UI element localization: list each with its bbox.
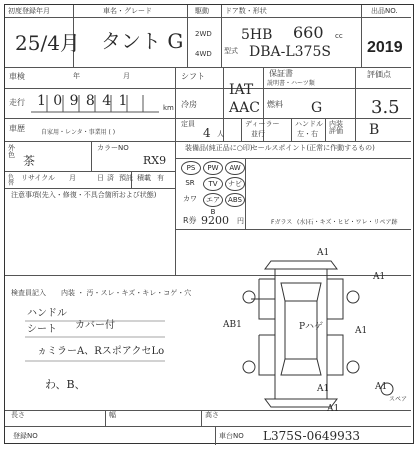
registration-no-label: 登録NO (13, 432, 38, 440)
shift-label: シフト (181, 72, 205, 81)
r-ken-value: 9200 (201, 214, 229, 227)
shift-value: IAT (229, 82, 254, 98)
handle-label: ハンドル (295, 120, 323, 128)
equipment-item: PW (203, 161, 223, 175)
history-options: 自家用・レンタ・事業用 ( ) (41, 129, 116, 136)
damage-mark-right: A1 (355, 326, 368, 336)
equipment-item: TV (203, 177, 223, 191)
mileage-unit: km (163, 104, 174, 112)
r-ken-label: R券 (183, 216, 197, 225)
reserve-label: 預託 (119, 174, 133, 182)
chassis-value: L375S-0649933 (263, 429, 361, 443)
damage-mark-roof: Pハゲ (299, 322, 324, 332)
name-grade-value: タント G (101, 29, 184, 53)
mileage-label: 走行 (9, 98, 25, 107)
recycle-month-label: 月 (69, 174, 76, 182)
aircon-label: 冷房 (181, 100, 197, 109)
equipment-title: 装備品(純正品に○印) (185, 144, 253, 152)
inspection-year-label: 年 (73, 72, 80, 80)
length-label: 長さ (11, 411, 25, 419)
lot-label: 出品NO. (371, 7, 398, 15)
doors-label: ドア数・形状 (225, 7, 267, 15)
equipment-item: AW (225, 161, 245, 175)
chassis-label: 車台NO (219, 432, 244, 440)
inspector-note-mirror: ヵミラーA、RスポアクセLo (37, 346, 165, 357)
exterior-color-label: 外色 (8, 144, 15, 159)
mileage-value: 109841 (37, 93, 135, 109)
equipment-item: エアB (203, 193, 223, 207)
model-label: 型式 (224, 47, 238, 55)
doors-value: 5HB (241, 27, 273, 43)
recycle-label: リサイクル (21, 174, 56, 182)
deposit-yes-no: 有 (157, 174, 164, 182)
deposit-label: 積載 (137, 174, 151, 182)
interior-value: B (369, 122, 380, 138)
glass-label: Fガラス (271, 219, 293, 226)
inspection-month-label: 月 (123, 72, 130, 80)
color-change-label: 色替 (8, 174, 15, 187)
history-label: 車歴 (9, 124, 25, 133)
name-grade-label: 車名・グレード (103, 7, 152, 15)
inspector-note-handle: ハンドル (27, 308, 67, 319)
color-no-value: RX9 (143, 154, 167, 167)
damage-mark-front: A1 (317, 248, 330, 258)
equipment-item: PS (181, 161, 201, 175)
damage-mark-left: AB1 (223, 320, 242, 330)
score-value: 3.5 (371, 97, 400, 118)
capacity-unit: 人 (217, 130, 224, 138)
warranty-sub-label: 説明書・ハーツ類 (267, 80, 315, 87)
yen-unit: 円 (237, 217, 244, 225)
lot-number: 2019 (367, 39, 403, 56)
drive-2wd-label: 2WD (195, 30, 212, 38)
aircon-value: AAC (229, 100, 260, 116)
notes-label: 注意事項(先入・修復・不具合箇所および状態) (11, 191, 157, 199)
damage-mark-rear: A1 (317, 384, 330, 394)
inspection-label: 車検 (9, 72, 25, 81)
inspector-note-seat: シート (27, 324, 57, 335)
capacity-label: 定員 (181, 120, 195, 128)
color-no-label: カラーNO (97, 144, 129, 152)
fuel-value: G (311, 100, 323, 116)
warranty-label: 保証書 (269, 69, 293, 78)
height-label: 高さ (205, 411, 219, 419)
recycle-date-label: 日 (97, 174, 104, 182)
recycle-status-label: 済 (107, 174, 114, 182)
auction-sheet (4, 4, 414, 444)
inspector-options: 内装 ・ 汚・スレ・キズ・キレ・コゲ・穴 (61, 289, 192, 297)
glass-options: (水)石・キズ・ヒビ・ワレ・リペア跡 (297, 219, 398, 226)
score-label: 評価点 (367, 70, 391, 79)
inspector-underlines (25, 305, 185, 385)
equipment-item: ABS (225, 193, 245, 207)
handle-options: 左・右 (297, 130, 318, 138)
engine-cc-value: 660 (293, 23, 324, 42)
spare-tire-label: スペア (389, 396, 408, 403)
fuel-label: 燃料 (267, 100, 283, 109)
inspector-note-cover: カバー付 (75, 320, 115, 331)
mileage-digit-boxes (31, 91, 167, 113)
dealer-sub-label: 並行 (251, 130, 265, 138)
damage-mark-rear-right: A1 (375, 382, 388, 392)
width-label: 幅 (109, 411, 116, 419)
first-registration-label: 初度登録年月 (8, 7, 50, 15)
cc-unit: cc (335, 32, 343, 40)
equipment-item: ナビ (225, 177, 245, 191)
inspector-note-misc: わ、B、 (45, 378, 86, 391)
sales-point-label: セールスポイント(正常に作動するもの) (251, 144, 375, 152)
inspector-label: 検査員記入 (11, 289, 46, 297)
equipment-item: SR (185, 179, 195, 187)
damage-mark-front-right: A1 (373, 272, 386, 282)
damage-mark-rear-bumper: A1 (327, 404, 340, 414)
drive-4wd-label: 4WD (195, 50, 212, 58)
equipment-item: カワ (183, 195, 197, 203)
capacity-value: 4 (203, 126, 211, 140)
first-registration-value: 25/4月 (15, 31, 80, 55)
exterior-color-value: 茶 (23, 154, 36, 168)
interior-label: 内装評価 (329, 120, 343, 135)
dealer-label: ディーラー (245, 120, 280, 128)
drive-label: 駆動 (195, 7, 209, 15)
model-value: DBA-L375S (249, 44, 331, 60)
